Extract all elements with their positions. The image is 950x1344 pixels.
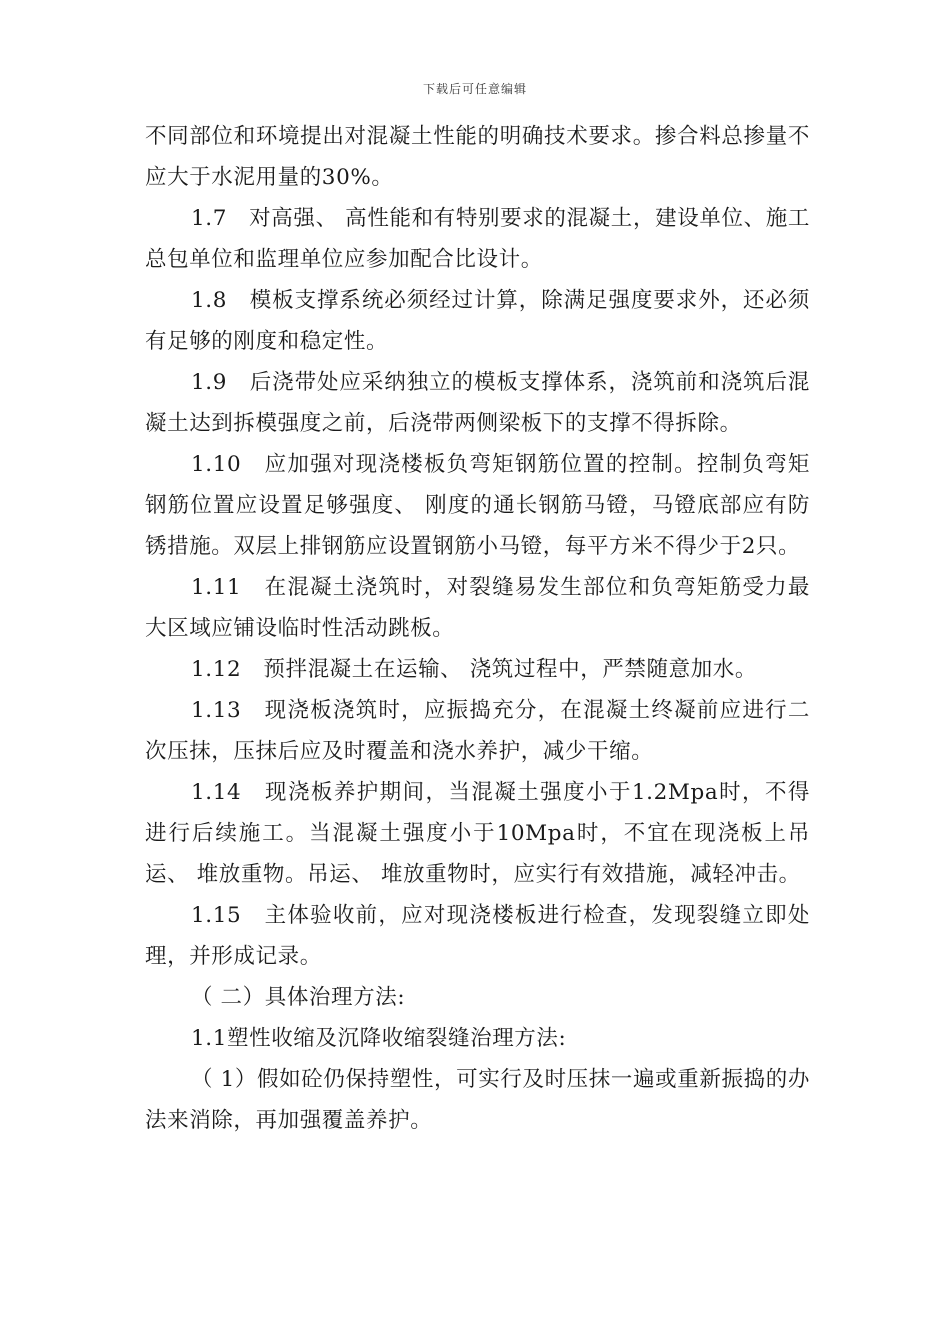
- paragraph: 1.7 对高强、 高性能和有特别要求的混凝土，建设单位、施工总包单位和监理单位应参加配合比设计。: [145, 206, 810, 272]
- section-heading: （ 二）具体治理方法:: [191, 985, 406, 1010]
- paragraph: 1.11 在混凝土浇筑时，对裂缝易发生部位和负弯矩筋受力最大区域应铺设临时性活动跳板。: [145, 575, 810, 641]
- subsection-heading: 1.1塑性收缩及沉降收缩裂缝治理方法:: [191, 1026, 567, 1051]
- paragraph: 1.14 现浇板养护期间，当混凝土强度小于1.2Mpa时，不得进行后续施工。当混凝土强度小于10Mpa时，不宜在现浇板上吊运、 堆放重物。吊运、 堆放重物时，应实行有效措施，减轻冲击。: [145, 780, 810, 887]
- paragraph: 1.10 应加强对现浇楼板负弯矩钢筋位置的控制。控制负弯矩钢筋位置应设置足够强度、 刚度的通长钢筋马镫，马镫底部应有防锈措施。双层上排钢筋应设置钢筋小马镫，每平方米不得少于2只。: [145, 452, 810, 559]
- document-body: [145, 116, 810, 1141]
- paragraph: 1.9 后浇带处应采纳独立的模板支撑体系，浇筑前和浇筑后混凝土达到拆模强度之前，后浇带两侧梁板下的支撑不得拆除。: [145, 370, 810, 436]
- page-header-note: 下载后可任意编辑: [422, 82, 527, 96]
- paragraph: 1.8 模板支撑系统必须经过计算，除满足强度要求外，还必须有足够的刚度和稳定性。: [145, 288, 810, 354]
- paragraph: 1.12 预拌混凝土在运输、 浇筑过程中，严禁随意加水。: [191, 657, 758, 682]
- paragraph: 1.15 主体验收前，应对现浇楼板进行检查，发现裂缝立即处理，并形成记录。: [145, 903, 810, 969]
- paragraph: （ 1）假如砼仍保持塑性，可实行及时压抹一遍或重新振捣的办法来消除，再加强覆盖养护。: [145, 1067, 810, 1133]
- paragraph: 1.13 现浇板浇筑时，应振捣充分，在混凝土终凝前应进行二次压抹，压抹后应及时覆盖和浇水养护，减少干缩。: [145, 698, 810, 764]
- paragraph: 不同部位和环境提出对混凝土性能的明确技术要求。掺合料总掺量不应大于水泥用量的30%。: [145, 124, 810, 190]
